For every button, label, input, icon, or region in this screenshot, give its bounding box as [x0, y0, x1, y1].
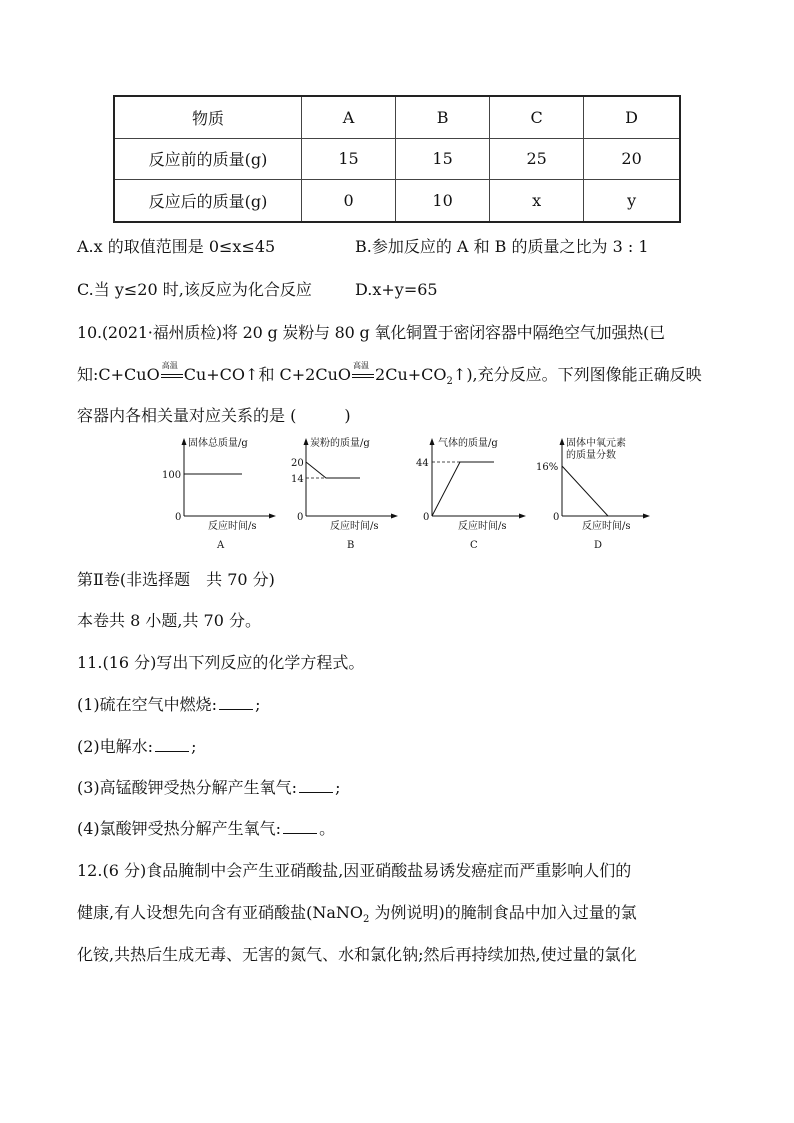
tick-label: 100: [162, 470, 182, 481]
equation-part: ↑),充分反应。下列图像能正确反映: [452, 365, 702, 384]
table-row: [114, 138, 680, 179]
option-c: C.当 y≤20 时,该反应为化合反应: [77, 280, 312, 299]
q12-line-3: 化铵,共热后生成无毒、无害的氮气、水和氯化钠;然后再持续加热,使过量的氯化: [77, 945, 637, 964]
q10-line-3: 容器内各相关量对应关系的是 ( ): [77, 406, 351, 425]
item-end: ;: [335, 778, 341, 797]
equation-part: 2Cu+CO: [375, 365, 447, 384]
condition-label: 高温: [161, 361, 178, 370]
item-text: (1)硫在空气中燃烧:: [77, 695, 218, 714]
graph-b: [288, 436, 420, 556]
table-header-row: [114, 96, 680, 138]
equation-part: 知:C+CuO: [77, 365, 160, 384]
q9-option-b-wrap: [355, 236, 649, 258]
q10-line-2: [77, 361, 702, 393]
graph-label: A: [217, 540, 225, 551]
item-text: (3)高锰酸钾受热分解产生氧气:: [77, 778, 298, 797]
table-cell: 15: [302, 138, 396, 179]
tick-label: 14: [291, 474, 304, 485]
y-axis-arrow: [430, 438, 435, 445]
reaction-condition: [160, 361, 184, 386]
origin-label: 0: [423, 512, 430, 523]
table-cell: A: [302, 96, 396, 138]
reaction-condition: [351, 361, 375, 386]
table-cell: 0: [302, 180, 396, 222]
y-axis-label: 炭粉的质量/g: [310, 438, 370, 449]
graph-label: B: [347, 540, 355, 551]
subscript: 2: [446, 376, 453, 388]
y-axis-arrow: [560, 438, 565, 445]
graph-d: [534, 436, 666, 556]
y-axis-label: 固体总质量/g: [188, 438, 248, 449]
text-part: 健康,有人设想先向含有亚硝酸盐(NaNO: [77, 903, 363, 922]
tick-label: 16%: [536, 462, 559, 473]
origin-label: 0: [175, 512, 182, 523]
item-end: ;: [255, 695, 261, 714]
tick-label: 44: [416, 458, 429, 469]
section-intro: 本卷共 8 小题,共 70 分。: [77, 611, 261, 630]
x-axis-arrow: [269, 514, 276, 519]
q9-options-row-2: [77, 279, 312, 301]
item-text: (2)电解水:: [77, 737, 154, 756]
tick-label: 20: [291, 458, 304, 469]
x-axis-arrow: [519, 514, 526, 519]
table-cell: y: [584, 180, 680, 222]
option-a: A.x 的取值范围是 0≤x≤45: [77, 237, 276, 256]
condition-label: 高温: [353, 361, 370, 370]
q11-item-3: [77, 777, 340, 799]
table-cell: x: [490, 180, 584, 222]
q10-line-1: 10.(2021·福州质检)将 20 g 炭粉与 80 g 氧化铜置于密闭容器中隔绝空气加强热(已: [77, 323, 665, 342]
item-end: ;: [191, 737, 197, 756]
q11-item-2: [77, 736, 196, 758]
table-cell: 反应前的质量(g): [114, 138, 302, 179]
q12-line-2: [77, 902, 637, 931]
q11-stem: 11.(16 分)写出下列反应的化学方程式。: [77, 653, 365, 672]
q11-item-1: [77, 694, 260, 716]
text-part: 为例说明)的腌制食品中加入过量的氯: [369, 903, 637, 922]
answer-blank[interactable]: [299, 778, 333, 793]
x-axis-arrow: [643, 514, 650, 519]
table-cell: 20: [584, 138, 680, 179]
answer-blank[interactable]: [155, 737, 189, 752]
option-b: B.参加反应的 A 和 B 的质量之比为 3 : 1: [355, 237, 649, 256]
y-axis-label: 气体的质量/g: [438, 438, 498, 449]
equation-part: Cu+CO↑和 C+2CuO: [183, 365, 352, 384]
table-cell: 25: [490, 138, 584, 179]
x-axis-label: 反应时间/s: [208, 521, 257, 532]
item-end: 。: [319, 819, 336, 838]
origin-label: 0: [297, 512, 304, 523]
origin-label: 0: [553, 512, 560, 523]
graph-label: D: [594, 540, 603, 551]
item-text: (4)氯酸钾受热分解产生氧气:: [77, 819, 282, 838]
graph-label: C: [470, 540, 478, 551]
table-cell: 10: [396, 180, 490, 222]
answer-blank[interactable]: [283, 819, 317, 834]
data-line: [562, 466, 608, 516]
table-cell: 15: [396, 138, 490, 179]
option-d: D.x+y=65: [355, 280, 438, 299]
x-axis-label: 反应时间/s: [330, 521, 379, 532]
subscript: 2: [363, 914, 370, 926]
graph-c: [414, 436, 546, 556]
mass-table: [113, 95, 681, 223]
y-axis-arrow: [304, 438, 309, 445]
graph-a: [160, 436, 292, 556]
table-row: [114, 180, 680, 222]
y-axis-arrow: [182, 438, 187, 445]
q9-option-d-wrap: [355, 279, 438, 301]
x-axis-label: 反应时间/s: [458, 521, 507, 532]
x-axis-arrow: [391, 514, 398, 519]
table-cell: 物质: [114, 96, 302, 138]
data-line: [432, 462, 494, 516]
q12-line-1: 12.(6 分)食品腌制中会产生亚硝酸盐,因亚硝酸盐易诱发癌症而严重影响人们的: [77, 861, 632, 880]
x-axis-label: 反应时间/s: [582, 521, 631, 532]
q11-item-4: [77, 818, 335, 840]
table-cell: 反应后的质量(g): [114, 180, 302, 222]
section-title: 第Ⅱ卷(非选择题 共 70 分): [77, 570, 275, 589]
y-axis-label: 固体中氧元素: [566, 438, 626, 449]
table-cell: B: [396, 96, 490, 138]
q9-options-row-1: [77, 236, 275, 258]
table-cell: C: [490, 96, 584, 138]
y-axis-label: 的质量分数: [566, 450, 616, 461]
table-cell: D: [584, 96, 680, 138]
answer-blank[interactable]: [219, 695, 253, 710]
data-line: [306, 462, 360, 478]
